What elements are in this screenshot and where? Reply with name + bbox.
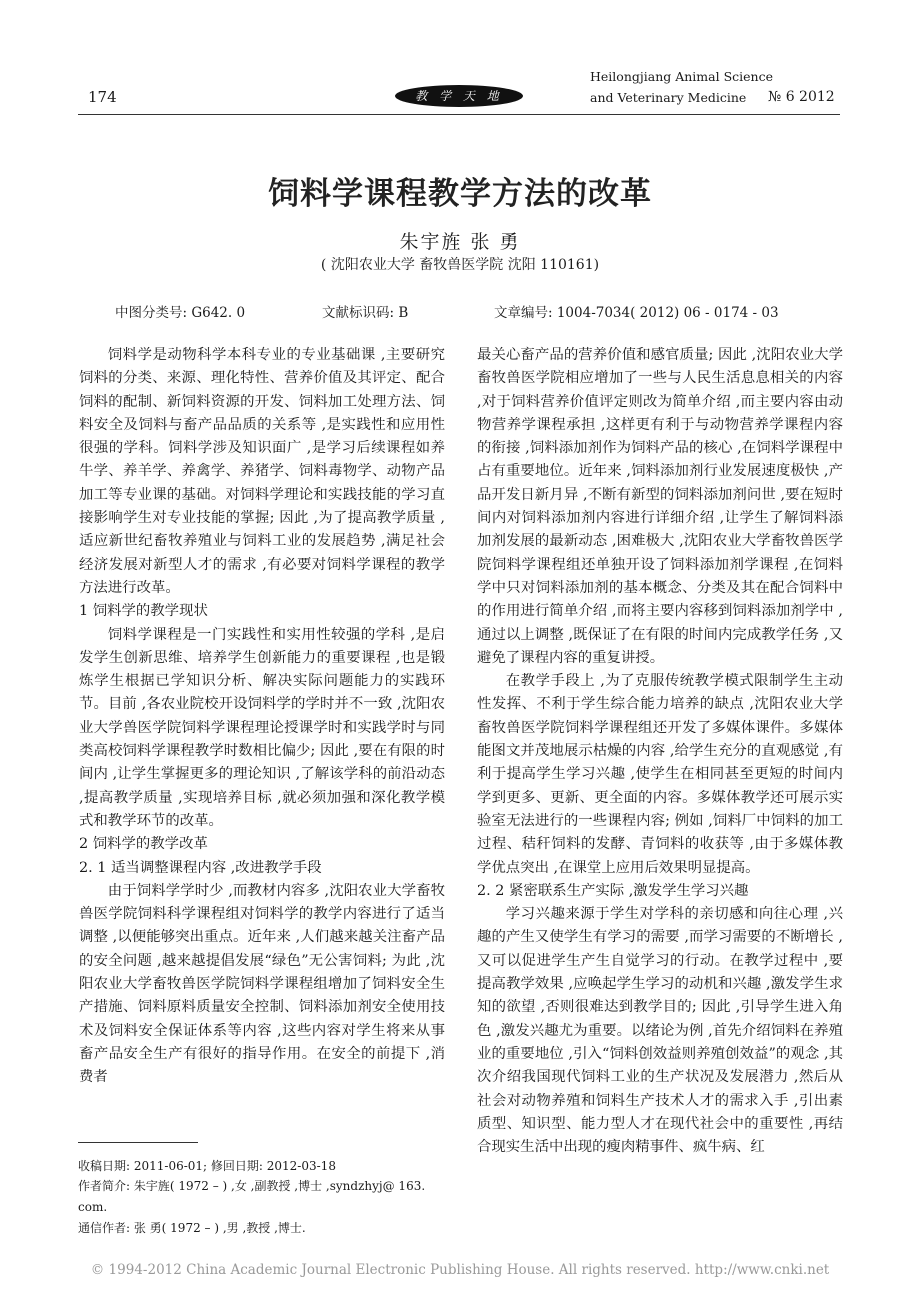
footnote-author-bio: 作者简介: 朱宇旌( 1972 – ) ,女 ,副教授 ,博士 ,syndzhyj@ 163. [78,1179,426,1193]
document-code: 文献标识码: B [322,305,409,321]
page-number: 174 [88,88,117,106]
journal-name-line1: Heilongjiang Animal Science [590,69,773,84]
section-badge: 教 学 天 地 [395,85,523,107]
paragraph: 饲料学课程是一门实践性和实用性较强的学科 ,是启发学生创新思维、培养学生创新能力的重要课程 ,也是锻炼学生根据已学知识分析、解决实际问题能力的实践环节。目前 ,各农业院校开设饲料学的学时并不一致 ,沈阳农业大学兽医学院饲料学课程理论授课学时和实践学时与同类高校饲料学课程教学时数相比偏少; 因此 ,要在有限的时间内 ,让学生掌握更多的理论知识 ,了解该学科的前沿动态 ,提高教学质量 ,实现培养目标 ,就必须加强和深化教学模式和教学环节的改革。 [79,626,445,829]
journal-name-line2: and Veterinary Medicine [590,90,747,105]
right-column [477,344,843,1159]
subsection-heading: 2. 1 适当调整课程内容 ,改进教学手段 [79,859,322,876]
paragraph-continued: 最关心畜产品的营养价值和感官质量; 因此 ,沈阳农业大学畜牧兽医学院相应增加了一些与人民生活息息相关的内容 ,对于饲料营养价值评定则改为简单介绍 ,而主要内容由动物营养学课程承担 ,这样更有利于与动物营养学课程内容的衔接 ,饲料添加剂作为饲料产品的核心 ,在饲料学课程中占有重要地位。近年来 ,饲料添加剂行业发展速度极快 ,产品开发日新月异 ,不断有新型的饲料添加剂问世 ,要在短时间内对饲料添加剂内容进行详细介绍 ,让学生了解饲料添加剂发展的最新动态 ,困难极大 ,沈阳农业大学畜牧兽医学院饲料学课程组还单独开设了饲料添加剂学课程 ,在饲料学中只对饲料添加剂的基本概念、分类及其在配合饲料中的作用进行简单介绍 ,而将主要内容移到饲料添加剂学中 ,通过以上调整 ,既保证了在有限的时间内完成教学任务 ,又避免了课程内容的重复讲授。 [477,347,843,666]
paragraph: 学习兴趣来源于学生对学科的亲切感和向往心理 ,兴趣的产生又使学生有学习的需要 ,而学习需要的不断增长 ,又可以促进学生产生自觉学习的行动。在教学过程中 ,要提高教学效果 ,应唤起学生学习的动机和兴趣 ,激发学生求知的欲望 ,否则很难达到教学目的; 因此 ,引导学生进入角色 ,激发兴趣尤为重要。以绪论为例 ,首先介绍饲料在养殖业的重要地位 ,引入“饲料创效益则养殖创效益”的观念 ,其次介绍我国现代饲料工业的生产状况及发展潜力 ,然后从社会对动物养殖和饲料生产技术人才的需求入手 ,引出素质型、知识型、能力型人才在现代社会中的重要性 ,再结合现实生活中出现的瘦肉精事件、疯牛病、红 [477,906,843,1156]
article-title: 饲料学课程教学方法的改革 [268,176,652,212]
article-id: 文章编号: 1004-7034( 2012) 06 - 0174 - 03 [494,305,779,321]
issue-number: № 6 2012 [768,89,835,105]
paragraph: 在教学手段上 ,为了克服传统教学模式限制学生主动性发挥、不利于学生综合能力培养的缺点 ,沈阳农业大学畜牧兽医学院饲料学课程组还开发了多媒体课件。多媒体能图文并茂地展示枯燥的内容 ,给学生充分的直观感觉 ,有利于提高学生学习兴趣 ,使学生在相同甚至更短的时间内学到更多、更新、更全面的内容。多媒体教学还可展示实验室无法进行的一些课程内容; 例如 ,饲料厂中饲料的加工过程、秸秆饲料的发酵、青饲料的收获等 ,由于多媒体教学优点突出 ,在课堂上应用后效果明显提高。 [477,673,843,876]
footnote-rule [78,1142,198,1143]
subsection-heading: 2. 2 紧密联系生产实际 ,激发学生学习兴趣 [477,882,749,899]
section-heading: 1 饲料学的教学现状 [79,603,208,620]
header-rule [78,114,840,115]
article-authors: 朱宇旌 张 勇 [399,231,521,253]
footnote-dates: 收稿日期: 2011-06-01; 修回日期: 2012-03-18 [78,1159,336,1173]
section-heading: 2 饲料学的教学改革 [79,836,208,853]
footnote-corresponding: 通信作者: 张 勇( 1972 – ) ,男 ,教授 ,博士. [78,1221,306,1235]
footnote-author-bio-cont: com. [78,1200,108,1214]
article-affiliation: ( 沈阳农业大学 畜牧兽医学院 沈阳 110161) [320,257,600,273]
copyright-notice: © 1994-2012 China Academic Journal Electronic Publishing House. All rights reserved. http://www.cnki.net [90,1262,830,1278]
journal-name [590,66,773,108]
paragraph: 饲料学是动物科学本科专业的专业基础课 ,主要研究饲料的分类、来源、理化特性、营养价值及其评定、配合饲料的配制、新饲料资源的开发、饲料加工处理方法、饲料安全及饲料与畜产品品质的关系等 ,是实践性和应用性很强的学科。饲料学涉及知识面广 ,是学习后续课程如养牛学、养羊学、养禽学、养猪学、饲料毒物学、动物产品加工等专业课的基础。对饲料学理论和实践技能的学习直接影响学生对专业技能的掌握; 因此 ,为了提高教学质量 ,适应新世纪畜牧养殖业与饲料工业的发展趋势 ,满足社会经济发展对新型人才的需求 ,有必要对饲料学课程的教学方法进行改革。 [79,347,445,596]
paragraph: 由于饲料学学时少 ,而教材内容多 ,沈阳农业大学畜牧兽医学院饲料科学课程组对饲料学的教学内容进行了适当调整 ,以便能够突出重点。近年来 ,人们越来越关注畜产品的安全问题 ,越来越提倡发展“绿色”无公害饲料; 为此 ,沈阳农业大学畜牧兽医学院饲料学课程组增加了饲料安全生产措施、饲料原料质量安全控制、饲料添加剂安全使用技术及饲料安全保证体系等内容 ,这些内容对学生将来从事畜产品安全生产有很好的指导作用。在安全的前提下 ,消费者 [79,882,445,1086]
left-column [79,344,445,1090]
clc-number: 中图分类号: G642. 0 [115,305,246,321]
